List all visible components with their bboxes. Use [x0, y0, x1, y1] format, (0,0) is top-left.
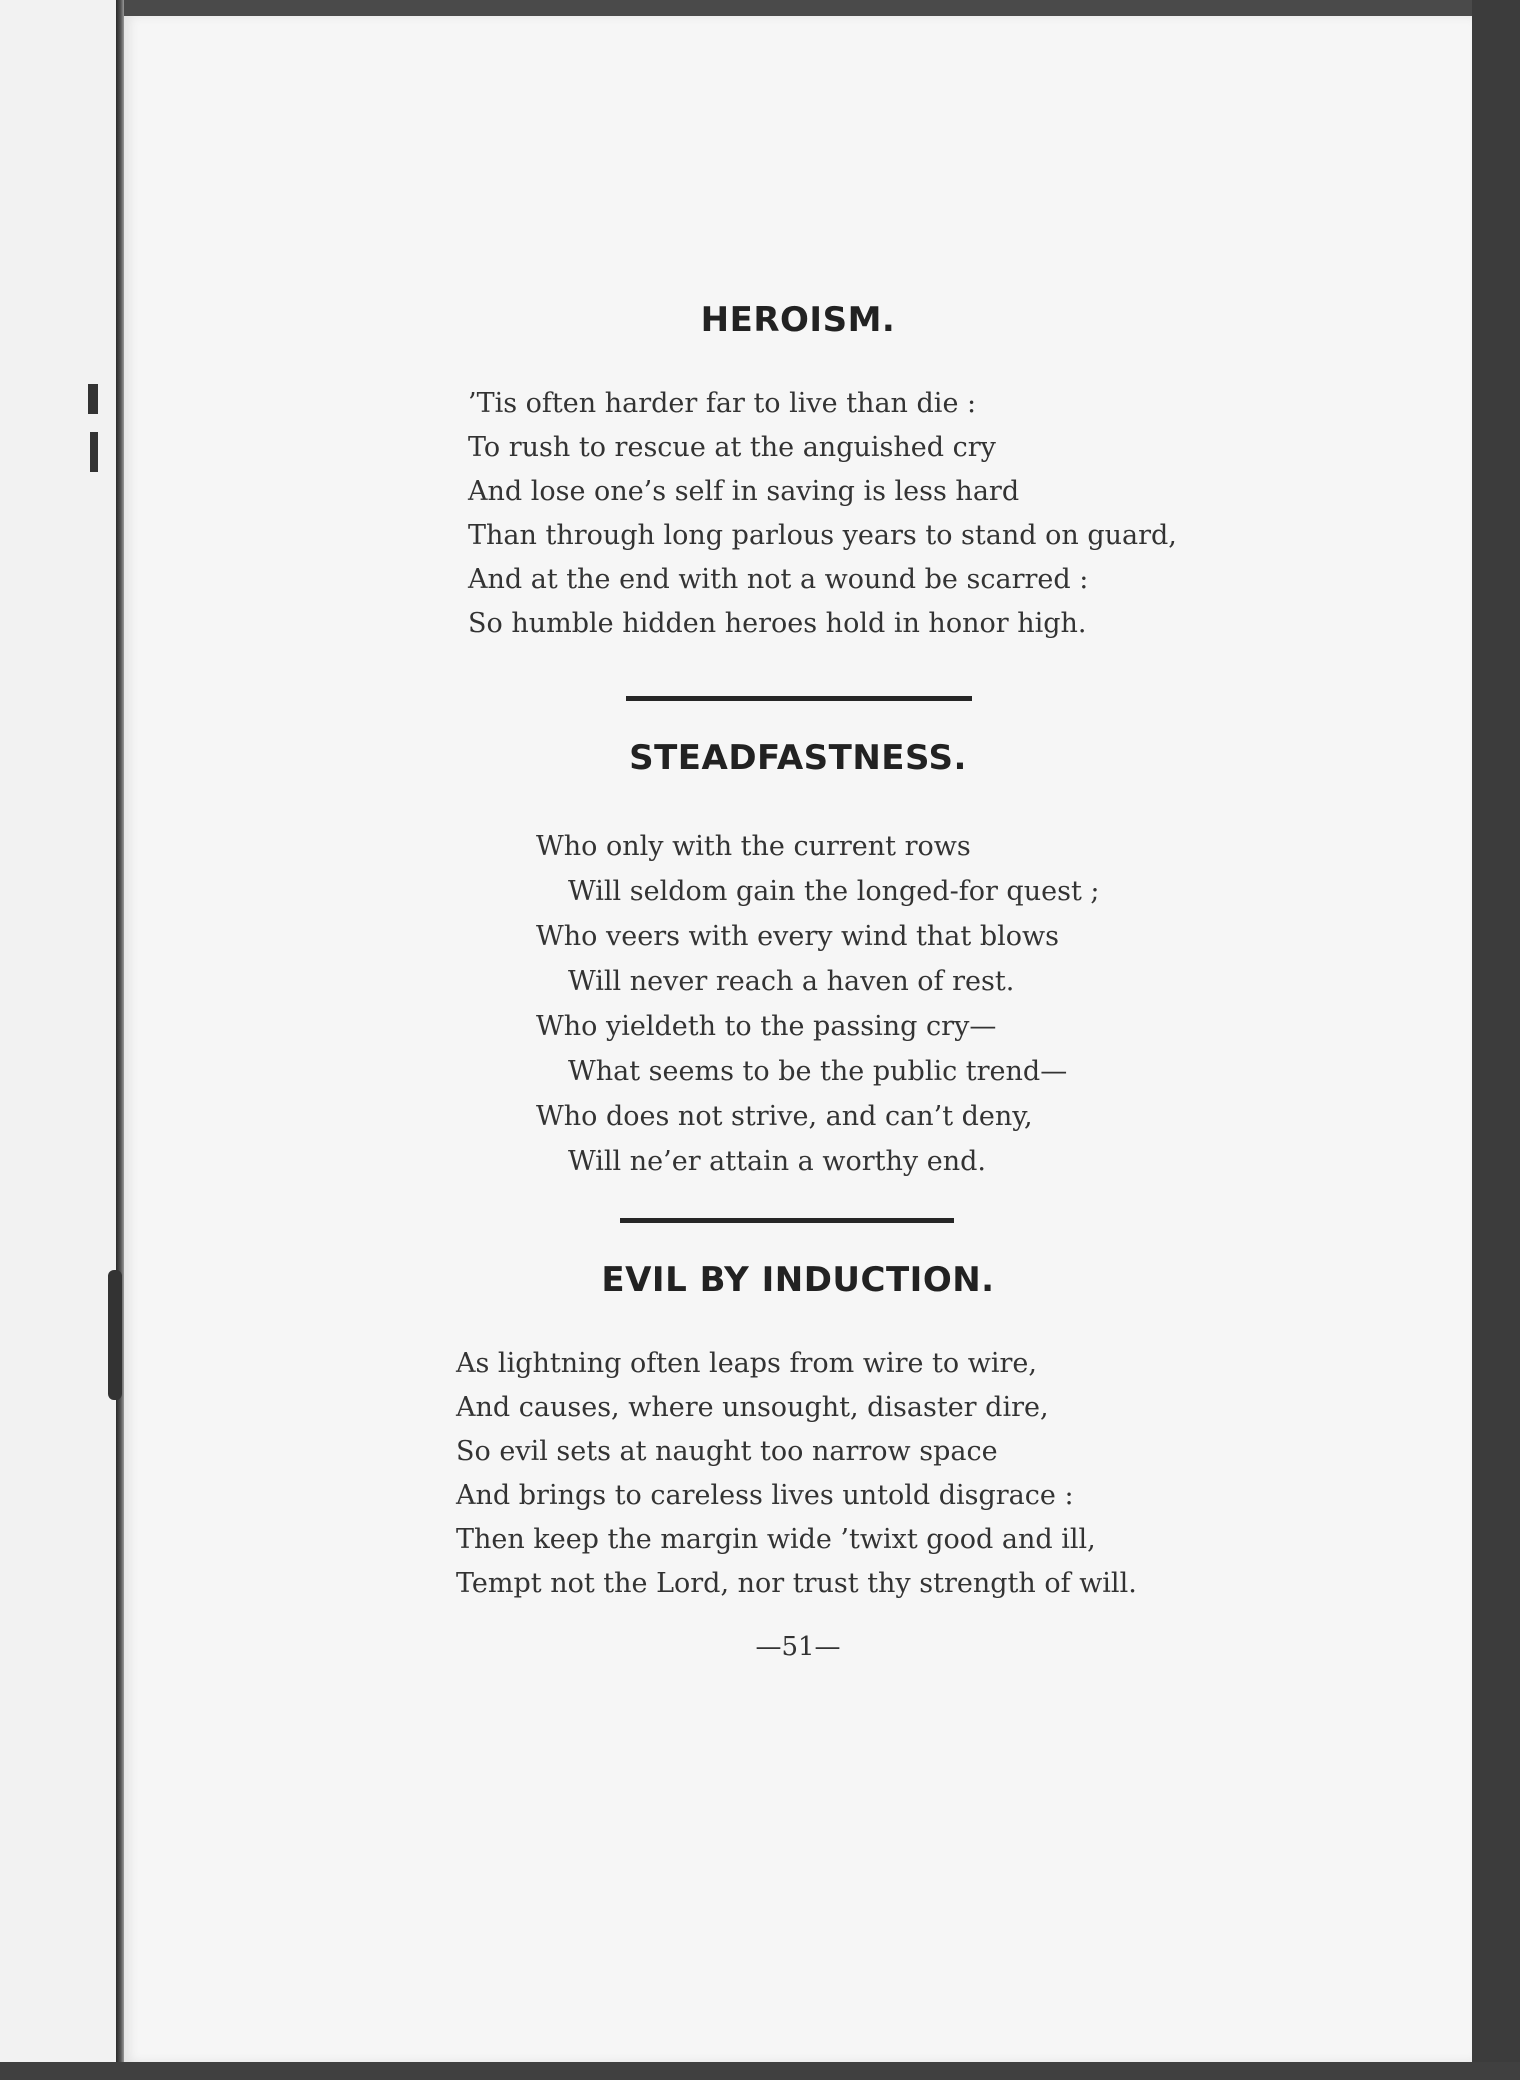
poem-line: So evil sets at naught too narrow space [456, 1436, 998, 1467]
book-page [124, 16, 1472, 2062]
poem-body-evil-by-induction [456, 1342, 1137, 1606]
scan-right-border [1472, 0, 1520, 2080]
poem-line: And lose one’s self in saving is less hard [468, 476, 1020, 507]
poem-line: What seems to be the public trend— [568, 1056, 1068, 1087]
poem-body-heroism [468, 382, 1177, 646]
poem-line: Who only with the current rows [536, 831, 971, 862]
binding-mark [88, 384, 98, 414]
scan-bottom-border [0, 2062, 1520, 2080]
poem-line: Will ne’er attain a worthy end. [568, 1146, 986, 1177]
poem-line: Who does not strive, and can’t deny, [536, 1101, 1033, 1132]
facing-page-edge [0, 0, 118, 2080]
page-content [124, 16, 1472, 2062]
poem-line: And at the end with not a wound be scarred : [468, 564, 1089, 595]
poem-line: Tempt not the Lord, nor trust thy strength of will. [456, 1568, 1137, 1599]
binding-mark [90, 432, 98, 472]
poem-title-heroism: HEROISM. [700, 300, 896, 340]
poem-line: Who yieldeth to the passing cry— [536, 1011, 997, 1042]
section-divider [626, 696, 972, 701]
poem-line: As lightning often leaps from wire to wire, [456, 1348, 1037, 1379]
binding-mark [108, 1270, 122, 1400]
poem-line: And causes, where unsought, disaster dire, [456, 1392, 1049, 1423]
scan-top-border [0, 0, 1520, 16]
page-number: —51— [755, 1632, 841, 1662]
section-divider [620, 1218, 954, 1223]
book-spine [116, 0, 124, 2080]
poem-title-steadfastness: STEADFASTNESS. [629, 738, 967, 778]
poem-title-evil-by-induction: EVIL BY INDUCTION. [601, 1260, 995, 1300]
poem-line: Who veers with every wind that blows [536, 921, 1059, 952]
poem-line: So humble hidden heroes hold in honor high. [468, 608, 1087, 639]
poem-line: Then keep the margin wide ’twixt good and ill, [456, 1524, 1096, 1555]
poem-line: To rush to rescue at the anguished cry [468, 432, 996, 463]
poem-line: Will seldom gain the longed-for quest ; [568, 876, 1100, 907]
poem-body-steadfastness [536, 824, 1099, 1184]
poem-line: And brings to careless lives untold disgrace : [456, 1480, 1074, 1511]
poem-line: ’Tis often harder far to live than die : [468, 388, 977, 419]
poem-line: Than through long parlous years to stand on guard, [468, 520, 1177, 551]
poem-line: Will never reach a haven of rest. [568, 966, 1015, 997]
